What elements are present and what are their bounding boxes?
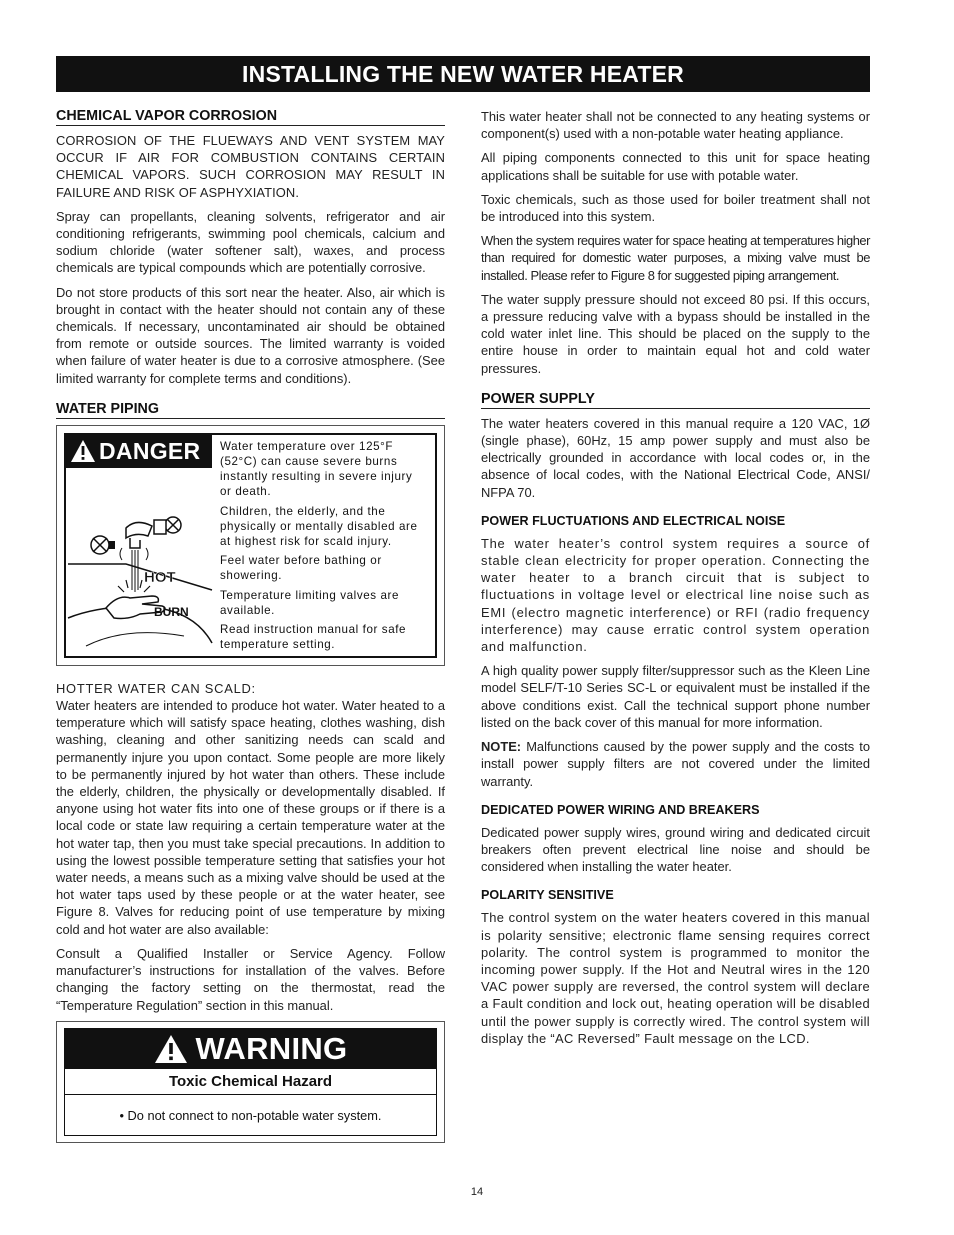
polarity-paragraph: The control system on the water heaters covered in this manual is polarity sensitive; electronic flame sensing requires correct polarity. The control system is programmed to monitor the incoming power supply. If the Hot and Neutral wires in the 120 VAC power supply are reversed, the control system will declare a Fault condition and lock out, heating operation will be disabled until the power supply is correctly wired. The control system will display the “AC Reversed” Fault message on the LCD. xyxy=(481,910,870,1046)
warning-subtitle: Toxic Chemical Hazard xyxy=(65,1069,436,1095)
danger-item: Feel water before bathing or showering. xyxy=(220,554,382,583)
hot-art-label: HOT xyxy=(144,568,176,586)
power-fluctuations-paragraph-1: The water heater’s control system requires a source of stable clean electricity for proper operation. Connecting the water heater to a branch circuit that is subject to fluctuations in voltage level or electrical line noise such as EMI (electro magnetic interference) or RFI (radio frequency interference) may cause erratic control system operation and malfunction. xyxy=(481,535,870,655)
danger-label xyxy=(56,425,445,666)
dedicated-wiring-heading: DEDICATED POWER WIRING AND BREAKERS xyxy=(481,802,760,817)
polarity-heading: POLARITY SENSITIVE xyxy=(481,888,614,903)
danger-item: Read instruction manual for safe temperature setting. xyxy=(220,623,407,652)
piping-paragraph-potable: All piping components connected to this unit for space heating applications shall be suitable for use with potable water. xyxy=(481,150,870,183)
warning-triangle-icon xyxy=(154,1034,188,1064)
page-number: 14 xyxy=(470,1186,484,1198)
dedicated-wiring-paragraph: Dedicated power supply wires, ground wiring and dedicated circuit breakers often prevent electrical line noise and should be considered when installing the water heater. xyxy=(481,824,870,875)
note-paragraph xyxy=(481,738,870,790)
warning-label xyxy=(56,1021,445,1143)
chemical-vapor-heading: CHEMICAL VAPOR CORROSION xyxy=(56,108,445,126)
hot-water-burn-illustration xyxy=(66,468,214,653)
piping-paragraph-non-potable: This water heater shall not be connected to any heating systems or component(s) used with a non-potable water heating appliance. xyxy=(481,109,870,142)
right-column xyxy=(481,108,870,1054)
piping-paragraph-pressure: The water supply pressure should not exceed 80 psi. If this occurs, a pressure reducing valve with a bypass should be installed in the cold water inlet line. This should be placed on the supply to the entire house in order to maintain equal hot and cold water pressures. xyxy=(481,291,870,376)
power-fluctuations-paragraph-2: A high quality power supply filter/suppressor such as the Kleen Line model SELF/T-10 Series SC-L or equivalent must be installed if the above conditions exist. Call the technical support phone number listed on the back cover of this manual for more information. xyxy=(481,663,870,730)
scald-label: HOTTER WATER CAN SCALD: xyxy=(56,680,256,696)
danger-text-list xyxy=(214,435,435,656)
note-label: NOTE: xyxy=(481,739,522,755)
warning-header xyxy=(65,1029,436,1069)
danger-item: Children, the elderly, and the physically or mentally disabled are at highest risk for scald injury. xyxy=(220,504,418,549)
water-piping-paragraph-1: Water heaters are intended to produce hot water. Water heated to a temperature which will satisfy space heating, clothes washing, dish washing, cleaning and other sanitizing needs can scald and permanently injure you upon contact. Some people are more likely to be permanently injured by hot water than others. These include the elderly, children, the physically or developmentally disabled. If anyone using hot water fits into one of these groups or if there is a local code or state law requiring a certain temperature water at the hot water tap, then you must take special precautions. In addition to using the lowest possible temperature setting that satisfies your hot water needs, a means such as a mixing valve should be used at the hot water taps used by these people or at the water heater, see Figure 8. Valves for reducing point of use temperature by mixing cold and hot water are also available: xyxy=(56,698,445,937)
water-piping-paragraph-2: Consult a Qualified Installer or Service Agency. Follow manufacturer’s instructions for installation of the valves. Before changing the factory setting on the thermostat, read the “Temperature Regulation” section in this manual. xyxy=(56,945,445,1013)
note-text: Malfunctions caused by the power supply and the costs to install power supply filters are not covered under the limited warranty. xyxy=(481,739,870,789)
left-column xyxy=(56,108,445,1143)
danger-word: DANGER xyxy=(99,437,201,464)
warning-word: WARNING xyxy=(195,1030,348,1066)
page-title: INSTALLING THE NEW WATER HEATER xyxy=(56,56,870,92)
burn-art-label: BURN xyxy=(154,604,189,619)
danger-item: Temperature limiting valves are available. xyxy=(220,588,400,617)
danger-item: Water temperature over 125°F (52°C) can cause severe burns instantly resulting in severe injury or death. xyxy=(220,439,413,499)
power-supply-heading: POWER SUPPLY xyxy=(481,391,870,409)
piping-paragraph-mixing-valve: When the system requires water for space heating at temperatures higher than required for domestic water purposes, a mixing valve must be installed. Please refer to Figure 8 for suggested piping arrangement. xyxy=(481,233,870,283)
chemical-vapor-warning-text: CORROSION OF THE FLUEWAYS AND VENT SYSTEM MAY OCCUR IF AIR FOR COMBUSTION CONTAINS CERTAIN CHEMICAL VAPORS. SUCH CORROSION MAY RESULT IN FAILURE AND RISK OF ASPHYXIATION. xyxy=(56,133,445,200)
piping-paragraph-toxic: Toxic chemicals, such as those used for boiler treatment shall not be introduced into this system. xyxy=(481,191,870,225)
chemical-vapor-paragraph-3: Do not store products of this sort near the heater. Also, air which is brought in contact with the heater should not contain any of these chemicals. If necessary, uncontaminated air should be obtained from remote or outside sources. The limited warranty is voided when failure of water heater is due to a corrosive atmosphere. (See limited warranty for complete terms and conditions). xyxy=(56,284,445,386)
warning-triangle-icon xyxy=(70,439,96,463)
water-piping-heading: WATER PIPING xyxy=(56,401,445,419)
power-supply-paragraph: The water heaters covered in this manual require a 120 VAC, 1Ø (single phase), 60Hz, 15 amp power supply and must also be electrically grounded in accordance with local codes or, in the absence of local codes, with the National Electrical Code, ANSI/ NFPA 70. xyxy=(481,415,870,500)
chemical-vapor-paragraph-2: Spray can propellants, cleaning solvents, refrigerator and air conditioning refrigerants, swimming pool chemicals, calcium and sodium chloride (water softener salt), waxes, and process chemicals are typical compounds which are potentially corrosive. xyxy=(56,208,445,276)
power-fluctuations-heading: POWER FLUCTUATIONS AND ELECTRICAL NOISE xyxy=(481,513,786,528)
warning-item: • Do not connect to non-potable water system. xyxy=(119,1107,382,1123)
danger-header xyxy=(66,435,212,468)
